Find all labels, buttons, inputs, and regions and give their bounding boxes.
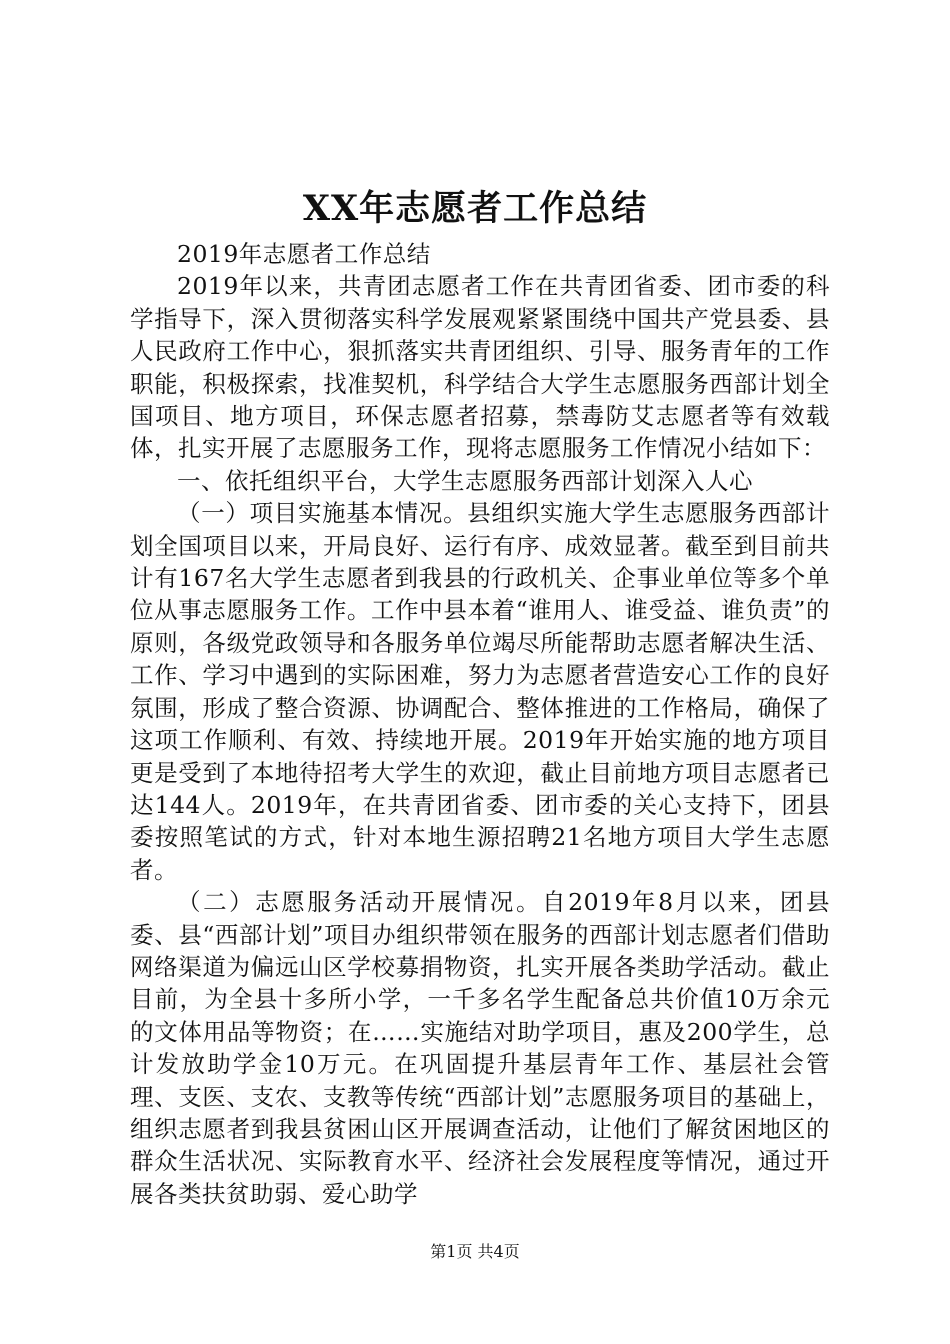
body-paragraph: （一）项目实施基本情况。县组织实施大学生志愿服务西部计划全国项目以来，开局良好、运行有序、成效显著。截至到目前共计有167名大学生志愿者到我县的行政机关、企事业单位等多个单位从事志愿服务工作。工作中县本着“谁用人、谁受益、谁负责”的原则，各级党政领导和各服务单位竭尽所能帮助志愿者解决生活、工作、学习中遇到的实际困难，努力为志愿者营造安心工作的良好氛围，形成了整合资源、协调配合、整体推进的工作格局，确保了这项工作顺利、有效、持续地开展。2019年开始实施的地方项目更是受到了本地待招考大学生的欢迎，截止目前地方项目志愿者已达144人。2019年，在共青团省委、团市委的关心支持下，团县委按照笔试的方式，针对本地生源招聘21名地方项目大学生志愿者。 [130, 499, 830, 884]
document-body [130, 238, 830, 1210]
document-title: XX年志愿者工作总结 [302, 188, 648, 229]
page-footer: 第1页 共4页 [430, 1242, 520, 1261]
body-paragraph: （二）志愿服务活动开展情况。自2019年8月以来，团县委、县“西部计划”项目办组织带领在服务的西部计划志愿者们借助网络渠道为偏远山区学校募捐物资，扎实开展各类助学活动。截止目前，为全县十多所小学，一千多名学生配备总共价值10万余元的文体用品等物资；在……实施结对助学项目，惠及200学生，总计发放助学金10万元。在巩固提升基层青年工作、基层社会管理、支医、支农、支教等传统“西部计划”志愿服务项目的基础上，组织志愿者到我县贫困山区开展调查活动，让他们了解贫困地区的群众生活状况、实际教育水平、经济社会发展程度等情况，通过开展各类扶贫助弱、爱心助学 [130, 888, 830, 1208]
subtitle-paragraph: 2019年志愿者工作总结 [177, 240, 431, 268]
section-heading: 一、依托组织平台，大学生志愿服务西部计划深入人心 [177, 466, 753, 495]
intro-paragraph: 2019年以来，共青团志愿者工作在共青团省委、团市委的科学指导下，深入贯彻落实科学发展观紧紧围绕中国共产党县委、县人民政府工作中心，狠抓落实共青团组织、引导、服务青年的工作职能，积极探索，找准契机，科学结合大学生志愿服务西部计划全国项目、地方项目，环保志愿者招募，禁毒防艾志愿者等有效载体，扎实开展了志愿服务工作，现将志愿服务工作情况小结如下： [130, 272, 830, 463]
